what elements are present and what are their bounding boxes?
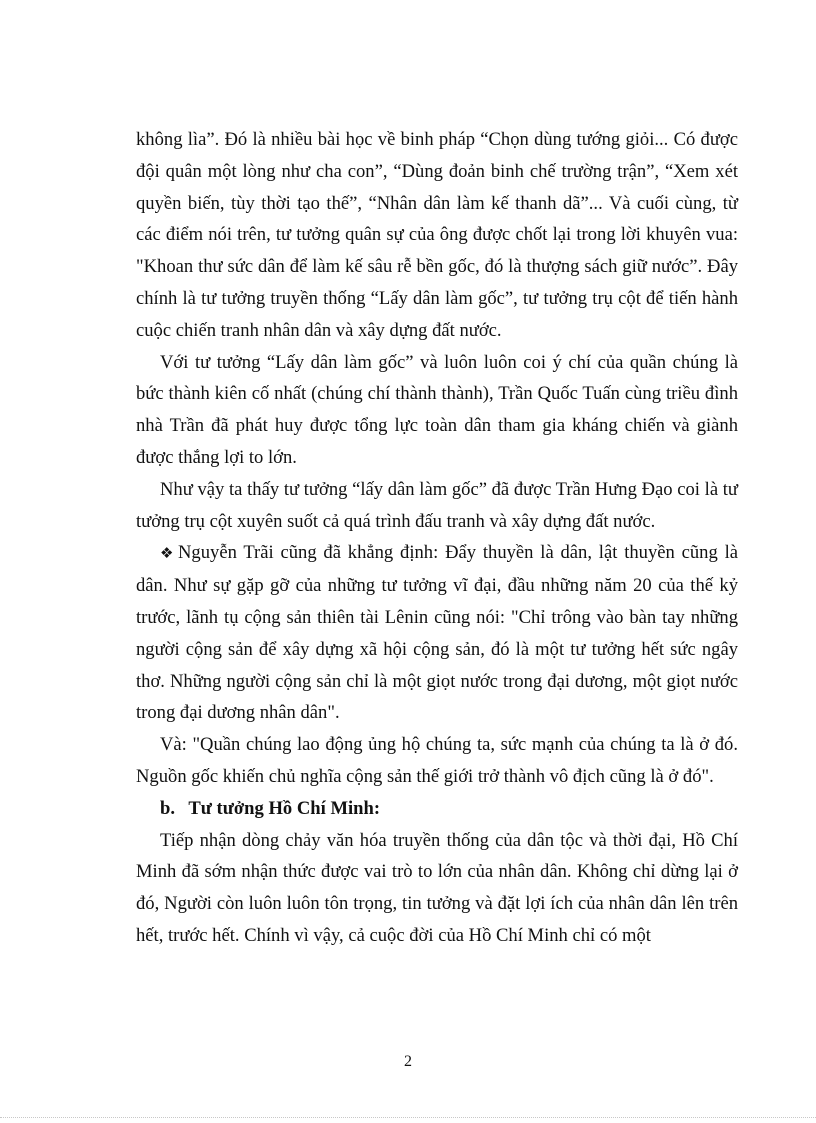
page-number: 2	[404, 1053, 412, 1070]
paragraph-1: không lìa”. Đó là nhiều bài học về binh pháp “Chọn dùng tướng giỏi... Có được đội quân một lòng như cha con”, “Dùng đoản binh chế trường trận”, “Xem xét quyền biến, tùy thời tạo thế”, “Nhân dân làm kế thanh dã”... Và cuối cùng, từ các điểm nói trên, tư tưởng quân sự của ông được chốt lại trong lời khuyên vua: "Khoan thư sức dân để làm kế sâu rễ bền gốc, đó là thượng sách giữ nước”. Đây chính là tư tưởng truyền thống “Lấy dân làm gốc”, tư tưởng trụ cột để tiến hành cuộc chiến tranh nhân dân và xây dựng đất nước.	[136, 129, 738, 341]
document-body	[136, 124, 738, 952]
paragraph-5: Và: "Quần chúng lao động ủng hộ chúng ta, sức mạnh của chúng ta là ở đó. Nguồn gốc khiến chủ nghĩa cộng sản thế giới trở thành vô địch cũng là ở đó".	[136, 734, 738, 787]
section-heading	[136, 793, 738, 825]
paragraph-2: Với tư tưởng “Lấy dân làm gốc” và luôn luôn coi ý chí của quần chúng là bức thành kiên cố nhất (chúng chí thành thành), Trần Quốc Tuấn cùng triều đình nhà Trần đã phát huy được tổng lực toàn dân tham gia kháng chiến và giành được thắng lợi to lớn.	[136, 351, 738, 468]
paragraph-6: Tiếp nhận dòng chảy văn hóa truyền thống của dân tộc và thời đại, Hồ Chí Minh đã sớm nhận thức được vai trò to lớn của nhân dân. Không chỉ dừng lại ở đó, Người còn luôn luôn tôn trọng, tin tưởng và đặt lợi ích của nhân dân lên trên hết, trước hết. Chính vì vậy, cả cuộc đời của Hồ Chí Minh chỉ có một	[136, 829, 738, 946]
bullet-paragraph	[136, 537, 738, 729]
diamond-bullet-icon: ❖	[160, 544, 174, 563]
paragraph-3: Như vậy ta thấy tư tưởng “lấy dân làm gốc” đã được Trần Hưng Đạo coi là tư tưởng trụ cột xuyên suốt cả quá trình đấu tranh và xây dựng đất nước.	[136, 478, 738, 532]
page-bottom-border	[0, 1117, 816, 1118]
bullet-paragraph-text: Nguyễn Trãi cũng đã khẳng định: Đẩy thuyền là dân, lật thuyền cũng là dân. Như sự gặp gỡ của những tư tưởng vĩ đại, đầu những năm 20 của thế kỷ trước, lãnh tụ cộng sản thiên tài Lênin cũng nói: "Chỉ trông vào bàn tay những người cộng sản để xây dựng xã hội cộng sản, đó là một tư tưởng hết sức ngây thơ. Những người cộng sản chỉ là một giọt nước trong đại dương, một giọt nước trong đại dương nhân dân".	[136, 542, 738, 724]
section-heading-label: b.	[160, 797, 175, 819]
section-heading-text: Tư tưởng Hồ Chí Minh:	[188, 797, 381, 819]
